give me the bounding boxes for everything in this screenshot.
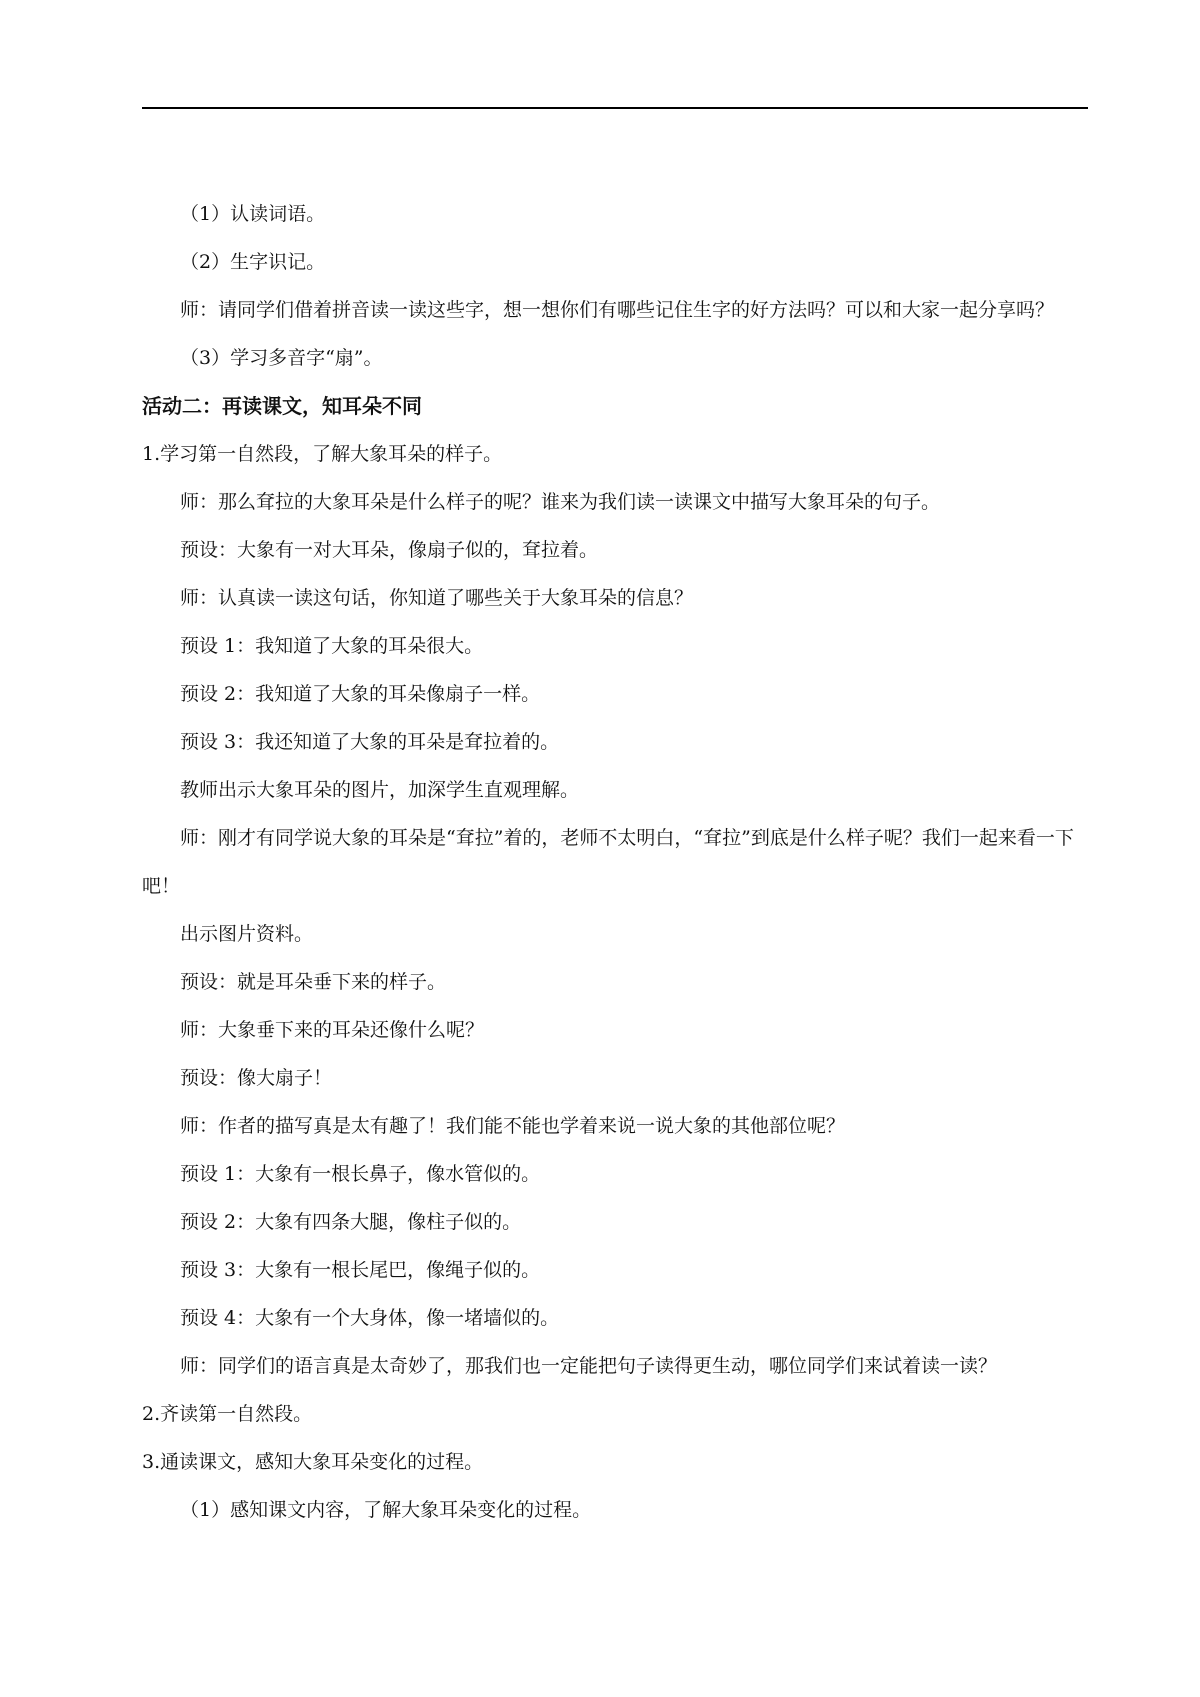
paragraph: 预设 2：大象有四条大腿，像柱子似的。 xyxy=(180,1211,522,1233)
paragraph: 师：大象垂下来的耳朵还像什么呢？ xyxy=(180,1019,485,1041)
paragraph: 预设 3：大象有一根长尾巴，像绳子似的。 xyxy=(180,1259,541,1281)
paragraph: 预设：像大扇子！ xyxy=(180,1067,333,1089)
paragraph: （2）生字识记。 xyxy=(180,251,326,273)
paragraph: 预设 1：大象有一根长鼻子，像水管似的。 xyxy=(180,1163,541,1185)
paragraph: （1）感知课文内容，了解大象耳朵变化的过程。 xyxy=(180,1499,592,1521)
document-body xyxy=(142,190,1088,1534)
paragraph: 师：刚才有同学说大象的耳朵是“耷拉”着的，老师不太明白，“耷拉”到底是什么样子呢？我们一起来看一下吧！ xyxy=(142,827,1074,897)
paragraph: 师：同学们的语言真是太奇妙了，那我们也一定能把句子读得更生动，哪位同学们来试着读一读？ xyxy=(180,1355,998,1377)
paragraph: 预设：就是耳朵垂下来的样子。 xyxy=(180,971,447,993)
header-rule xyxy=(142,107,1088,109)
section-heading: 活动二：再读课文，知耳朵不同 xyxy=(142,394,422,418)
paragraph: 师：那么耷拉的大象耳朵是什么样子的呢？谁来为我们读一读课文中描写大象耳朵的句子。 xyxy=(180,491,941,513)
paragraph: 师：作者的描写真是太有趣了！我们能不能也学着来说一说大象的其他部位呢？ xyxy=(180,1115,846,1137)
paragraph: （1）认读词语。 xyxy=(180,203,326,225)
paragraph: 预设 2：我知道了大象的耳朵像扇子一样。 xyxy=(180,683,541,705)
paragraph: 师：认真读一读这句话，你知道了哪些关于大象耳朵的信息？ xyxy=(180,587,694,609)
paragraph: 3.通读课文，感知大象耳朵变化的过程。 xyxy=(142,1451,484,1473)
paragraph: 1.学习第一自然段，了解大象耳朵的样子。 xyxy=(142,443,503,465)
paragraph: 预设 3：我还知道了大象的耳朵是耷拉着的。 xyxy=(180,731,560,753)
paragraph: 出示图片资料。 xyxy=(180,923,314,945)
paragraph: 师：请同学们借着拼音读一读这些字，想一想你们有哪些记住生字的好方法吗？可以和大家一起分享吗？ xyxy=(180,299,1055,321)
paragraph: 教师出示大象耳朵的图片，加深学生直观理解。 xyxy=(180,779,580,801)
paragraph: （3）学习多音字“扇”。 xyxy=(180,347,383,369)
paragraph: 2.齐读第一自然段。 xyxy=(142,1403,313,1425)
paragraph: 预设 4：大象有一个大身体，像一堵墙似的。 xyxy=(180,1307,560,1329)
paragraph: 预设：大象有一对大耳朵，像扇子似的，耷拉着。 xyxy=(180,539,599,561)
paragraph: 预设 1：我知道了大象的耳朵很大。 xyxy=(180,635,484,657)
